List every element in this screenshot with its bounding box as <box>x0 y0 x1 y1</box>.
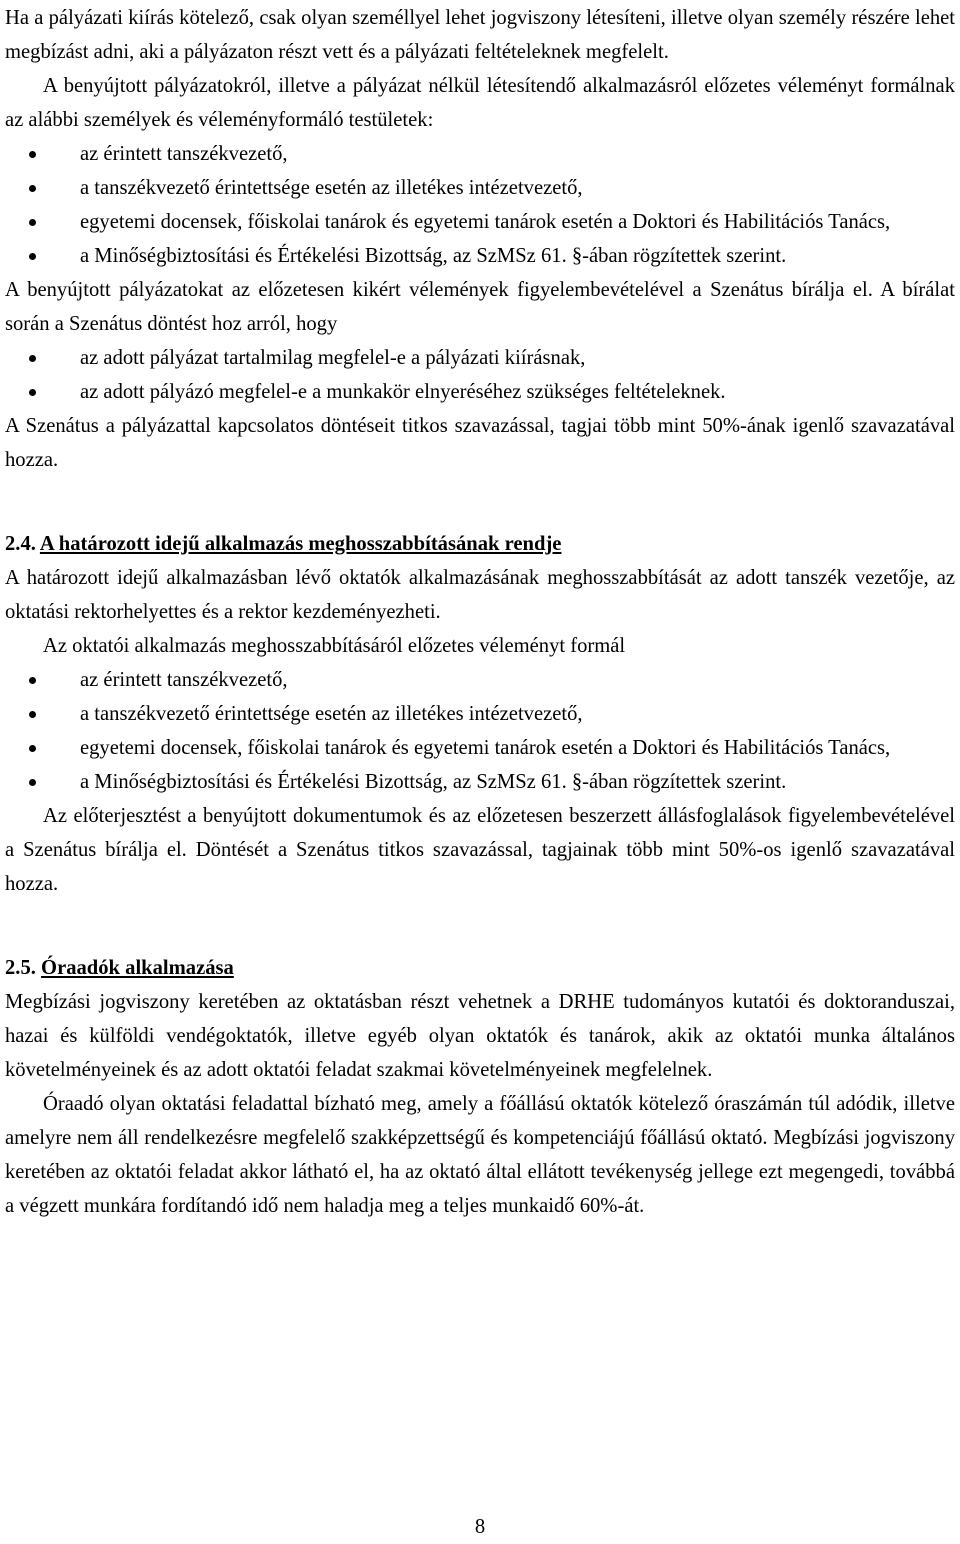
page-number: 8 <box>474 1516 486 1538</box>
bullet-icon <box>29 779 36 786</box>
section-heading-2-4 <box>5 527 955 561</box>
section-title: Óraadók alkalmazása <box>41 957 234 979</box>
list-item: az adott pályázó megfelel-e a munkakör elnyeréséhez szükséges feltételeknek. <box>5 375 955 409</box>
paragraph-secret-vote: A Szenátus a pályázattal kapcsolatos döntéseit titkos szavazással, tagjai több mint 50%-ának igenlő szavazatával hozza. <box>5 415 955 471</box>
list-item: a Minőségbiztosítási és Értékelési Bizottság, az SzMSz 61. §-ában rögzítettek szerint. <box>5 239 955 273</box>
list-item: a Minőségbiztosítási és Értékelési Bizottság, az SzMSz 61. §-ában rögzítettek szerint. <box>5 765 955 799</box>
bullet-icon <box>29 185 36 192</box>
section-spacer <box>5 477 955 527</box>
paragraph-opinion-intro: A benyújtott pályázatokról, illetve a pályázat nélkül létesítendő alkalmazásról előzetes véleményt formálnak az alábbi személyek és véleményformáló testületek: <box>5 75 955 131</box>
section-heading-2-5 <box>5 951 955 985</box>
bullet-icon <box>29 389 36 396</box>
paragraph-application-requirement: Ha a pályázati kiírás kötelező, csak olyan személlyel lehet jogviszony létesíteni, illetve olyan személy részére lehet megbízást adni, aki a pályázaton részt vett és a pályázati feltételeknek megfelelt. <box>5 7 955 63</box>
paragraph-senate-review: A benyújtott pályázatokat az előzetesen kikért vélemények figyelembevételével a Szenátus bírálja el. A bírálat során a Szenátus döntést hoz arról, hogy <box>5 279 955 335</box>
bullet-icon <box>29 355 36 362</box>
bullet-icon <box>29 677 36 684</box>
list-item: a tanszékvezető érintettsége esetén az illetékes intézetvezető, <box>5 171 955 205</box>
list-item: egyetemi docensek, főiskolai tanárok és egyetemi tanárok esetén a Doktori és Habilitációs Tanács, <box>5 205 955 239</box>
bullet-icon <box>29 219 36 226</box>
opinion-list-2 <box>5 663 955 799</box>
bullet-icon <box>29 711 36 718</box>
paragraph-extension-opinion: Az oktatói alkalmazás meghosszabbításáról előzetes véleményt formál <box>43 635 626 657</box>
decision-list <box>5 341 955 409</box>
section-number: 2.4. <box>5 533 36 555</box>
bullet-icon <box>29 745 36 752</box>
opinion-list-1 <box>5 137 955 273</box>
bullet-icon <box>29 151 36 158</box>
paragraph-contract-teaching: Megbízási jogviszony keretében az oktatásban részt vehetnek a DRHE tudományos kutatói és doktoranduszai, hazai és külföldi vendégoktatók, illetve egyéb olyan oktatók és tanárok, akik az oktatói munka általános követelményeinek és az adott oktatói feladat szakmai követelményeinek megfelelnek. <box>5 991 955 1081</box>
section-spacer <box>5 901 955 951</box>
list-item: az érintett tanszékvezető, <box>5 663 955 697</box>
list-item: az adott pályázat tartalmilag megfelel-e a pályázati kiírásnak, <box>5 341 955 375</box>
document-page <box>5 1 955 1223</box>
list-item: a tanszékvezető érintettsége esetén az illetékes intézetvezető, <box>5 697 955 731</box>
list-item: egyetemi docensek, főiskolai tanárok és egyetemi tanárok esetén a Doktori és Habilitációs Tanács, <box>5 731 955 765</box>
list-item: az érintett tanszékvezető, <box>5 137 955 171</box>
paragraph-part-time-lecturer: Óraadó olyan oktatási feladattal bízható meg, amely a főállású oktatók kötelező óraszámán túl adódik, illetve amelyre nem áll rendelkezésre megfelelő szakképzettségű és kompetenciájú főállású oktató. Megbízási jogviszony keretében az oktatói feladat akkor látható el, ha az oktató által ellátott tevékenység jellege ezt megengedi, továbbá a végzett munkára fordítandó idő nem haladja meg a teljes munkaidő 60%-át. <box>5 1093 955 1217</box>
bullet-icon <box>29 253 36 260</box>
paragraph-extension-initiation: A határozott idejű alkalmazásban lévő oktatók alkalmazásának meghosszabbítását az adott tanszék vezetője, az oktatási rektorhelyettes és a rektor kezdeményezheti. <box>5 567 955 623</box>
section-title: A határozott idejű alkalmazás meghosszabbításának rendje <box>39 533 562 555</box>
paragraph-extension-decision: Az előterjesztést a benyújtott dokumentumok és az előzetesen beszerzett állásfoglalások figyelembevételével a Szenátus bírálja el. Döntését a Szenátus titkos szavazással, tagjainak több mint 50%-os igenlő szavazatával hozza. <box>5 805 955 895</box>
section-number: 2.5. <box>5 957 36 979</box>
